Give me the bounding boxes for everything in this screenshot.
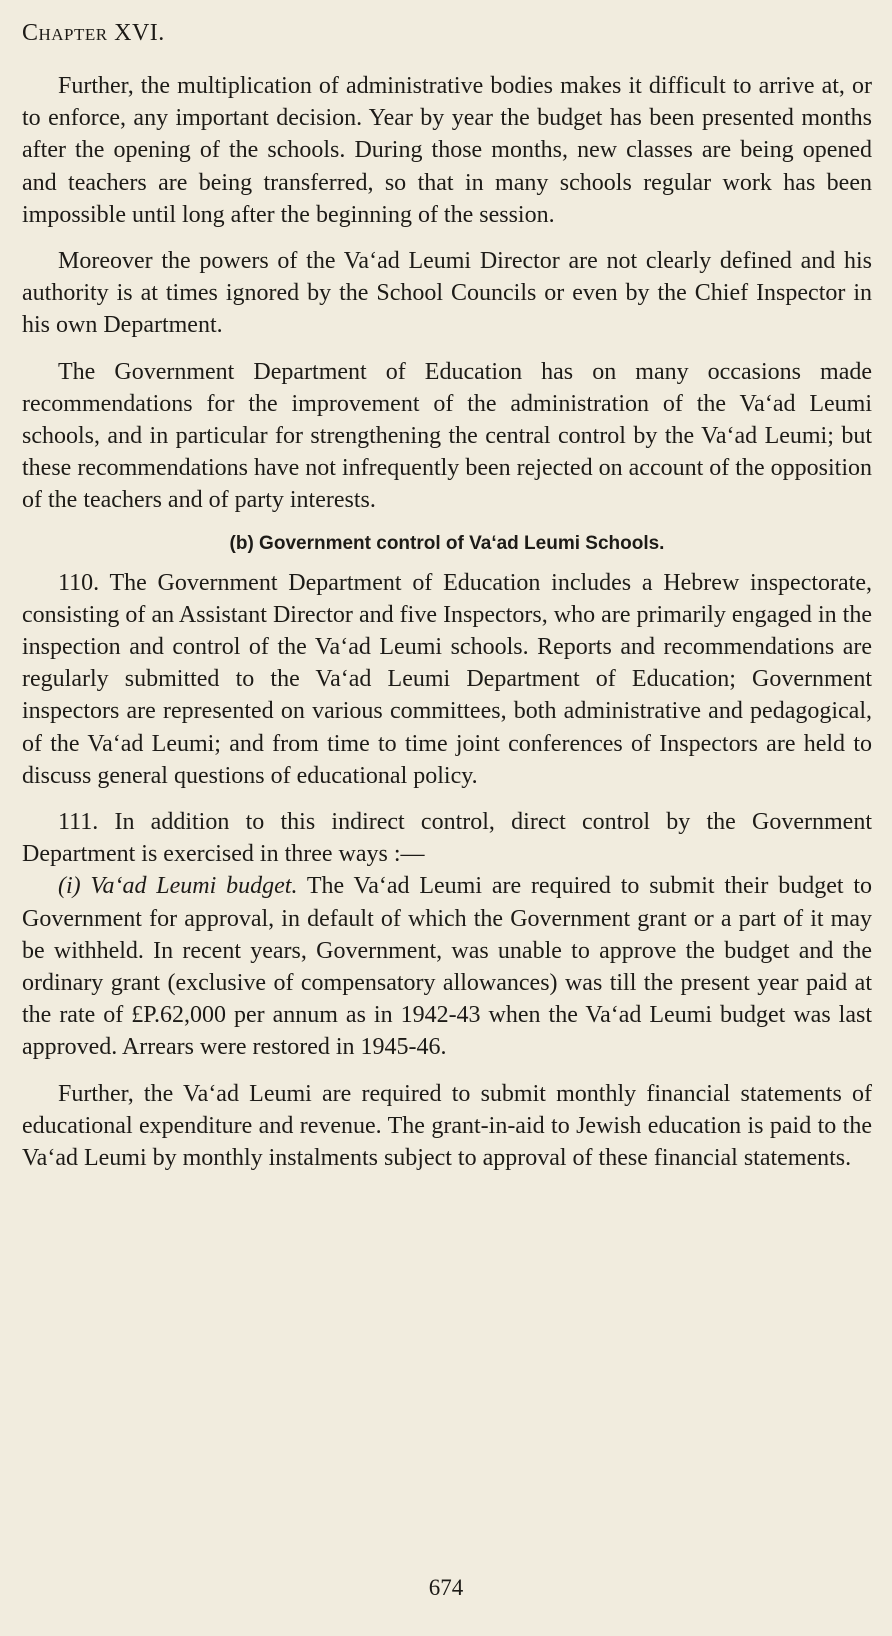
paragraph-multiplication: Further, the multiplication of administrative bodies makes it difficult to arrive at, or to enforce, any important decision. Year by year the budget has been presented months after the opening of the schools. During those months, new classes are being opened and teachers are being transferred, so that in many schools regular work has been impossible until long after the beginning of the session. (22, 73, 872, 228)
page-number: 674 (428, 1575, 464, 1600)
section-heading: (b) Government control of Va‘ad Leumi Schools. (229, 532, 665, 554)
paragraph-budget (22, 870, 872, 1063)
budget-text: The Va‘ad Leumi are required to submit their budget to Government for approval, in default of which the Government grant or a part of it may be withheld. In recent years, Government, was unable to approve the budget and the ordinary grant (exclusive of compensatory allowances) was till the present year paid at the rate of £P.62,000 per annum as in 1942-43 when the Va‘ad Leumi budget was last approved. Arrears were restored in 1945-46. (22, 873, 873, 1061)
paragraph-director-powers: Moreover the powers of the Va‘ad Leumi Director are not clearly defined and his authority is at times ignored by the School Councils or even by the Chief Inspector in his own Department. (22, 248, 872, 339)
paragraph-110: 110. The Government Department of Education includes a Hebrew inspectorate, consisting of an Assistant Director and five Inspectors, who are primarily engaged in the inspection and control of the Va‘ad Leumi schools. Reports and recommendations are regularly submitted to the Va‘ad Leumi Department of Education; Government inspectors are represented on various committees, both administrative and pedagogical, of the Va‘ad Leumi; and from time to time joint conferences of Inspectors are held to discuss general questions of educational policy. (22, 569, 872, 789)
paragraph-financial-statements: Further, the Va‘ad Leumi are required to submit monthly financial statements of educational expenditure and revenue. The grant-in-aid to Jewish education is paid to the Va‘ad Leumi by monthly instalments subject to approval of these financial statements. (22, 1080, 872, 1172)
budget-label: (i) Va‘ad Leumi budget. (58, 873, 298, 900)
paragraph-111: 111. In addition to this indirect control, direct control by the Government Department is exercised in three ways :— (22, 809, 872, 868)
paragraph-recommendations: The Government Department of Education has on many occasions made recommendations for the improvement of the administration of the Va‘ad Leumi schools, and in particular for strengthening the central control by the Va‘ad Leumi; but these recommendations have not infrequently been rejected on account of the opposition of the teachers and of party interests. (22, 358, 872, 514)
chapter-header: Chapter XVI. (22, 20, 165, 46)
